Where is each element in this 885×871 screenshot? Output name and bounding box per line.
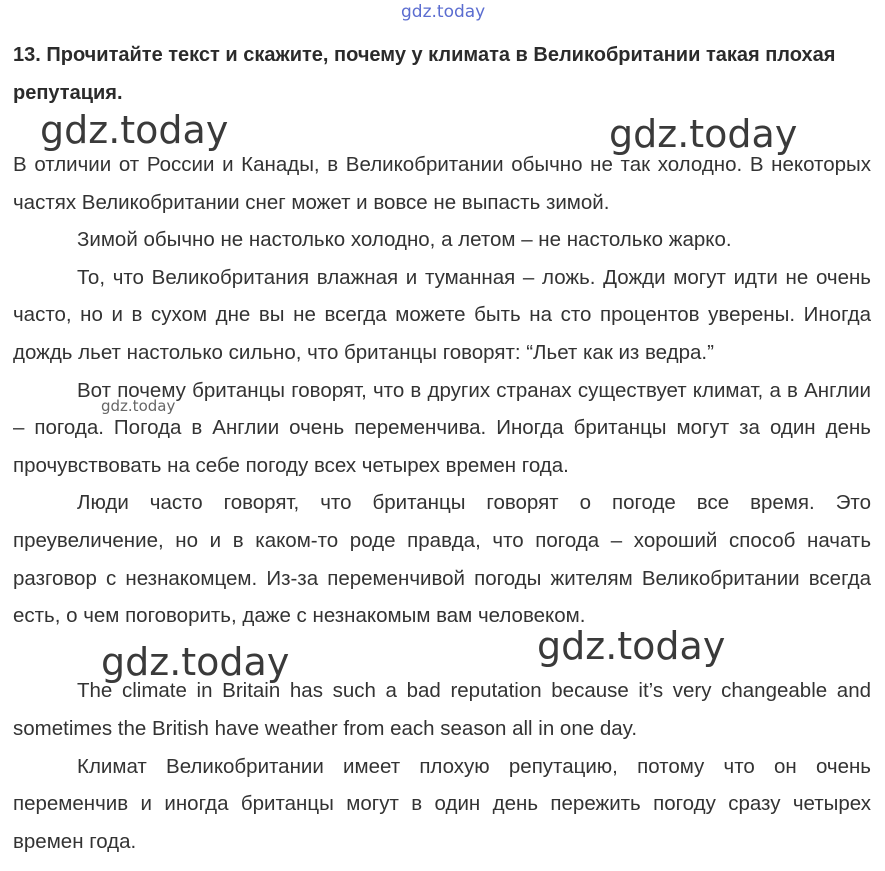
watermark-top: gdz.today (401, 2, 486, 22)
watermark-left-upper: gdz.today (40, 108, 229, 152)
paragraph-5: Люди часто говорят, что британцы говорят о погоде все время. Это преувеличение, но и в каком-то роде правда, что погода – хороший способ начать разговор с незнакомцем. Из-за переменчивой погоды жителям Великобритании всегда есть, о чем поговорить, даже с незнакомым вам человеком. (13, 491, 871, 628)
answer-russian: Климат Великобритании имеет плохую репутацию, потому что он очень переменчив и иногда британцы могут в один день пережить погоду сразу четырех времен года. (13, 754, 871, 853)
watermark-small-middle: gdz.today (101, 397, 176, 415)
answer-english: The climate in Britain has such a bad reputation because it’s very changeable and sometimes the British have weather from each season all in one day. (13, 679, 871, 740)
paragraph-1: В отличии от России и Канады, в Великобритании обычно не так холодно. В некоторых частях Великобритании снег может и вовсе не выпасть зимой. (13, 153, 871, 214)
paragraph-3: То, что Великобритания влажная и туманная – ложь. Дожди могут идти не очень часто, но и в сухом дне вы не всегда можете быть на сто процентов уверены. Иногда дождь льет настолько сильно, что британцы говорят: “Льет как из ведра.” (13, 265, 871, 364)
text-body (13, 146, 871, 860)
watermark-right-lower: gdz.today (537, 624, 726, 668)
task-heading: 13. Прочитайте текст и скажите, почему у климата в Великобритании такая плохая репутация. (13, 44, 836, 104)
paragraph-4: Вот почему британцы говорят, что в других странах существует климат, а в Англии – погода. Погода в Англии очень переменчива. Иногда британцы могут за один день прочувствовать на себе погоду всех четырех времен года. (13, 378, 871, 477)
paragraph-2: Зимой обычно не настолько холодно, а летом – не настолько жарко. (77, 228, 732, 252)
watermark-left-lower: gdz.today (101, 640, 290, 684)
paragraph-spacer (13, 635, 871, 673)
watermark-right-upper: gdz.today (609, 112, 798, 156)
